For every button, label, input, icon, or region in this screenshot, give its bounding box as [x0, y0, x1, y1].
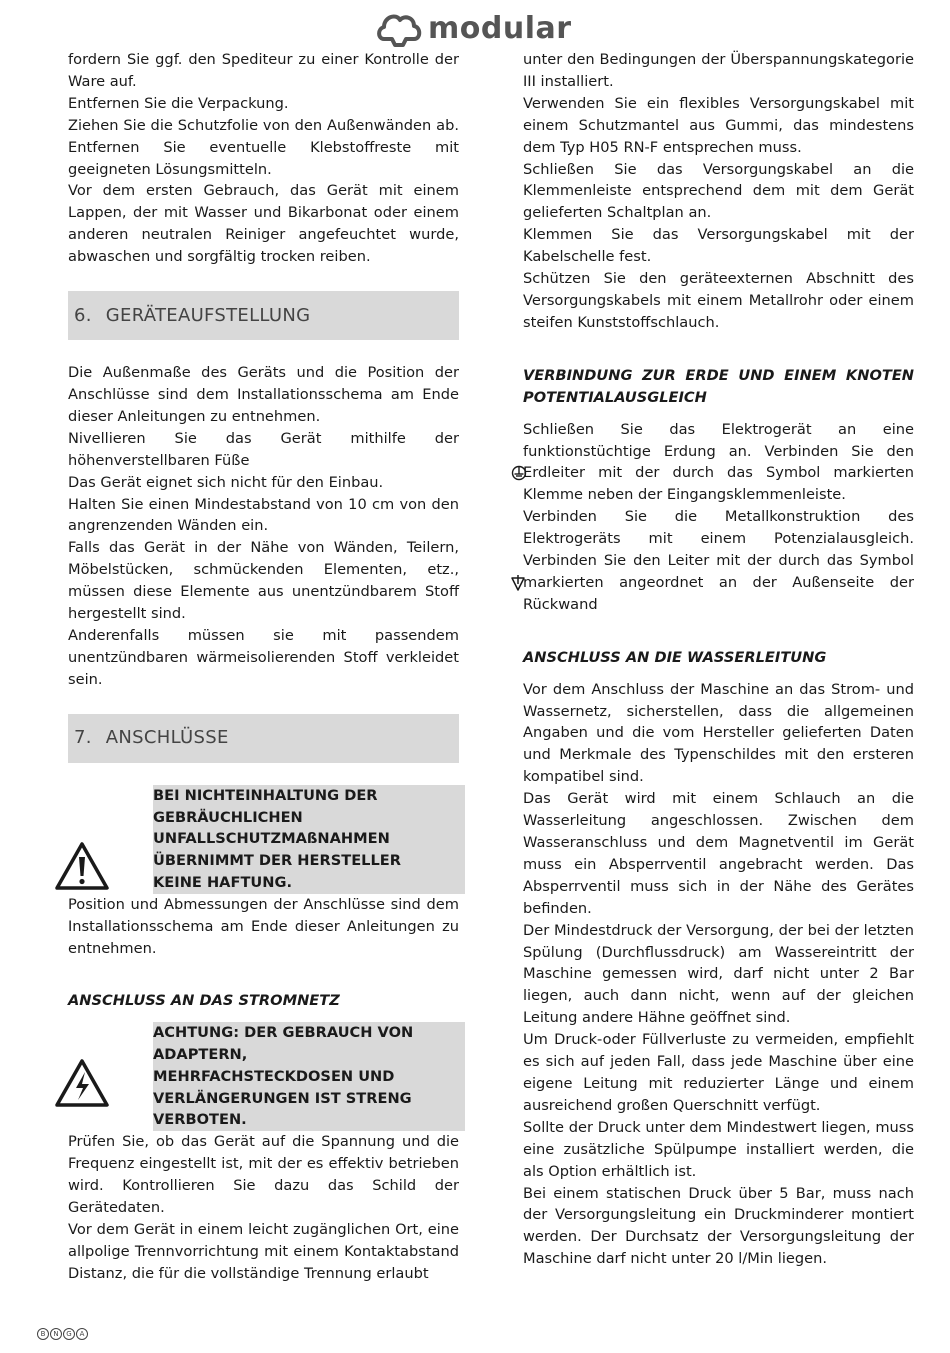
paragraph: Bei einem statischen Druck über 5 Bar, muss nach der Versorgungsleitung ein Druckminderer montiert werden. Der Durchsatz der Versorgungsleitung der Maschine darf nicht unter 20 l/Min liegen. [523, 1184, 914, 1268]
paragraph: Vor dem Anschluss der Maschine an das Strom- und Wassernetz, sicherstellen, dass die allgemeinen Angaben und die vom Hersteller gelieferten Daten und Merkmale des Typenschildes mit den ersteren kompatibel sind. [523, 680, 914, 786]
paragraph: Entfernen Sie die Verpackung. [68, 94, 289, 112]
paragraph: fordern Sie ggf. den Spediteur zu einer Kontrolle der Ware auf. [68, 51, 459, 90]
subheading-erde: VERBINDUNG ZUR ERDE UND EINEM KNOTEN POTENTIALAUSGLEICH [523, 366, 914, 406]
earth-ground-icon [511, 465, 527, 481]
paragraph: Halten Sie einen Mindestabstand von 10 cm von den angrenzenden Wänden ein. [68, 495, 459, 535]
paragraph: Vor dem ersten Gebrauch, das Gerät mit einem Lappen, der mit Wasser und Bikarbonat oder einem anderen neutralen Reiniger angefeuchtet wurde, abwaschen und sorgfältig trocken reiben. [68, 182, 459, 266]
paragraph: unter den Bedingungen der Überspannungskategorie III installiert. [523, 51, 914, 90]
paragraph: Die Außenmaße des Geräts und die Position der Anschlüsse sind dem Installationsschema am Ende dieser Anleitungen zu entnehmen. [68, 364, 459, 425]
paragraph: Prüfen Sie, ob das Gerät auf die Spannung und die Frequenz eingestellt ist, mit der es effektiv betrieben wird. Kontrollieren Sie dazu das Schild der Gerätedaten. [68, 1133, 459, 1217]
paragraph: Verbinden Sie die Metallkonstruktion des Elektrogeräts mit einem Potenzialausgleich. Verbinden Sie den Leiter mit der durch das Symbol markierten angeordnet an der Außenseite der Rückwand [523, 508, 914, 613]
subheading-stromnetz: ANSCHLUSS AN DAS STROMNETZ [68, 991, 340, 1009]
paragraph: Falls das Gerät in der Nähe von Wänden, Teilern, Möbelstücken, schmückenden Elementen, etz., müssen diese Elemente aus unentzündbarem Stoff hergestellt sind. [68, 539, 459, 623]
certification-n-icon: N [50, 1328, 62, 1340]
warning-text: ACHTUNG: DER GEBRAUCH VON ADAPTERN, MEHRFACHSTECKDOSEN UND VERLÄNGERUNGEN IST STRENG VERBOTEN. [153, 1022, 465, 1132]
cloud-logo-icon [376, 9, 422, 47]
paragraph: Klemmen Sie das Versorgungskabel mit der Kabelschelle fest. [523, 226, 914, 266]
section-title: GERÄTEAUFSTELLUNG [105, 304, 311, 326]
certification-icons [37, 1328, 88, 1340]
paragraph: Der Mindestdruck der Versorgung, der bei der letzten Spülung (Durchflussdruck) am Wassereintritt der Maschine gemessen wird, darf nicht unter 2 Bar liegen, auch dann nicht, wenn auf der gleichen Leitung andere Hähne geöffnet sind. [523, 921, 914, 1027]
paragraph: Ziehen Sie die Schutzfolie von den Außenwänden ab. Entfernen Sie eventuelle Klebstoffreste mit geeigneten Lösungsmitteln. [68, 116, 459, 178]
high-voltage-icon [54, 1058, 110, 1108]
brand-logo [376, 8, 572, 48]
right-column [523, 49, 914, 1270]
paragraph: Schließen Sie das Elektrogerät an eine funktionstüchtige Erdung an. Verbinden Sie den Erdleiter mit der durch das Symbol markierten Klemme neben der Eingangsklemmenleiste. [523, 420, 914, 504]
section-title: ANSCHLÜSSE [105, 727, 229, 749]
subheading-wasser: ANSCHLUSS AN DIE WASSERLEITUNG [523, 648, 827, 666]
section-number: 7. [74, 727, 92, 749]
paragraph: Nivellieren Sie das Gerät mithilfe der höhenverstellbaren Füße [68, 429, 459, 469]
brand-name: modular [428, 10, 572, 46]
paragraph: Verwenden Sie ein flexibles Versorgungskabel mit einem Schutzmantel aus Gummi, das mindestens dem Typ H05 RN-F entsprechen muss. [523, 94, 914, 156]
paragraph: Anderenfalls müssen sie mit passendem unentzündbaren wärmeisolierenden Stoff verkleidet sein. [68, 626, 459, 688]
paragraph: Sollte der Druck unter dem Mindestwert liegen, muss eine zusätzliche Spülpumpe installiert werden, die als Option erhältlich ist. [523, 1118, 914, 1180]
certification-g-icon: G [63, 1328, 75, 1340]
paragraph: Schließen Sie das Versorgungskabel an die Klemmenleiste entsprechend dem mit dem Gerät gelieferten Schaltplan an. [523, 160, 914, 222]
paragraph: Vor dem Gerät in einem leicht zugänglichen Ort, eine allpolige Trennvorrichtung mit einem Kontaktabstand Distanz, die für die vollständige Trennung erlaubt [68, 1220, 459, 1282]
electrical-warning-block [68, 1022, 459, 1132]
section-number: 6. [74, 304, 92, 326]
warning-block [68, 785, 459, 895]
paragraph: Das Gerät eignet sich nicht für den Einbau. [68, 473, 384, 491]
certification-b-icon: B [37, 1328, 49, 1340]
paragraph: Schützen Sie den geräteexternen Abschnitt des Versorgungskabels mit einem Metallrohr oder einem steifen Kunststoffschlauch. [523, 270, 914, 331]
warning-text: BEI NICHTEINHALTUNG DER GEBRÄUCHLICHEN UNFALLSCHUTZMAßNAHMEN ÜBERNIMMT DER HERSTELLER KEINE HAFTUNG. [153, 785, 465, 895]
paragraph: Position und Abmessungen der Anschlüsse sind dem Installationsschema am Ende dieser Anleitungen zu entnehmen. [68, 896, 459, 957]
section-heading-7 [68, 714, 459, 763]
left-column [68, 49, 459, 1285]
warning-triangle-icon [54, 841, 110, 891]
paragraph: Das Gerät wird mit einem Schlauch an die Wasserleitung angeschlossen. Zwischen dem Wasseranschluss und dem Magnetventil im Gerät muss ein Absperrventil angebracht werden. Das Absperrventil muss sich in der Nähe des Gerätes befinden. [523, 790, 914, 917]
certification-a-icon: A [76, 1328, 88, 1340]
section-heading-6 [68, 291, 459, 340]
equipotential-icon [510, 575, 526, 593]
paragraph: Um Druck-oder Füllverluste zu vermeiden, empfiehlt es sich auf jeden Fall, dass jede Maschine über eine eigene Leitung mit reduzierter Länge und einem ausreichend großen Querschnitt verfügt. [523, 1031, 914, 1114]
